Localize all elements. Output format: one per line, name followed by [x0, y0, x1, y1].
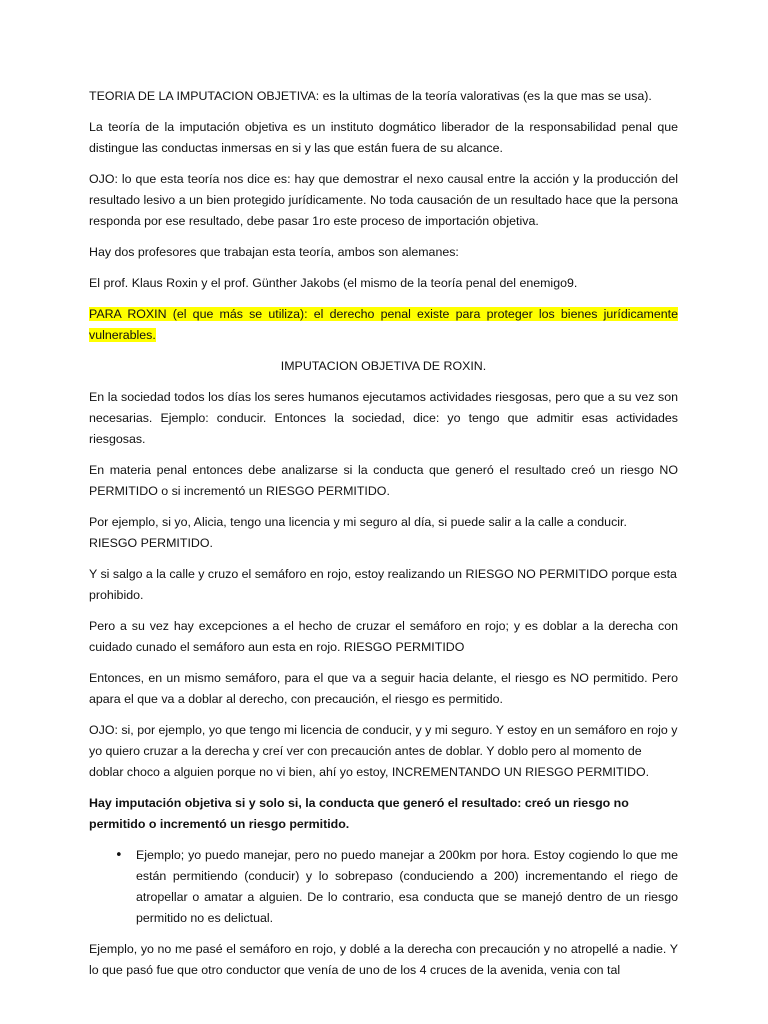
paragraph-definition: La teoría de la imputación objetiva es un instituto dogmático liberador de la responsabilidad penal que distingue las conductas inmersas en si y las que están fuera de su alcance.: [89, 120, 678, 155]
paragraph-mismo-semaforo: Entonces, en un mismo semáforo, para el que va a seguir hacia delante, el riesgo es NO permitido. Pero apara el que va a doblar al derecho, con precaución, el riesgo es permitido.: [89, 671, 678, 706]
highlighted-text: PARA ROXIN (el que más se utiliza): el derecho penal existe para proteger los bienes jurídicamente vulnerables.: [89, 307, 678, 342]
bullet-icon: •: [115, 848, 123, 863]
document-page: [89, 86, 678, 991]
paragraph-semaforo-rojo: Y si salgo a la calle y cruzo el semáforo en rojo, estoy realizando un RIESGO NO PERMITIDO porque esta prohibido.: [89, 567, 677, 602]
paragraph-roxin-jakobs: El prof. Klaus Roxin y el prof. Günther Jakobs (el mismo de la teoría penal del enemigo9.: [89, 276, 578, 290]
paragraph-excepciones: Pero a su vez hay excepciones a el hecho de cruzar el semáforo en rojo; y es doblar a la derecha con cuidado cunado el semáforo aun esta en rojo. RIESGO PERMITIDO: [89, 619, 678, 654]
bullet-list-item: [89, 845, 678, 929]
paragraph-profesores: Hay dos profesores que trabajan esta teoría, ambos son alemanes:: [89, 245, 459, 259]
paragraph-para-roxin: [89, 304, 678, 346]
paragraph-ejemplo-alicia: Por ejemplo, si yo, Alicia, tengo una licencia y mi seguro al día, si puede salir a la calle a conducir. RIESGO PERMITIDO.: [89, 515, 627, 550]
bullet-text: Ejemplo; yo puedo manejar, pero no puedo manejar a 200km por hora. Estoy cogiendo lo que me están permitiendo (conducir) y lo sobrepaso (conduciendo a 200) incrementando el riego de atropellar o amatar a alguien. De lo contrario, esa conducta que se manejó dentro de un riesgo permitido no es delictual.: [136, 848, 678, 925]
paragraph-ejemplo-final: Ejemplo, yo no me pasé el semáforo en rojo, y doblé a la derecha con precaución y no atropellé a nadie. Y lo que pasó fue que otro conductor que venía de uno de los 4 cruces de la avenida, venia con tal: [89, 942, 678, 977]
paragraph-ojo-nexo-causal: OJO: lo que esta teoría nos dice es: hay que demostrar el nexo causal entre la acción y la producción del resultado lesivo a un bien protegido jurídicamente. No toda causación de un resultado hace que la persona responda por ese resultado, debe pasar 1ro este proceso de importación objetiva.: [89, 172, 678, 228]
paragraph-actividades-riesgosas: En la sociedad todos los días los seres humanos ejecutamos actividades riesgosas, pero que a su vez son necesarias. Ejemplo: conducir. Entonces la sociedad, dice: yo tengo que admitir esas actividades riesgosas.: [89, 390, 678, 446]
paragraph-title: TEORIA DE LA IMPUTACION OBJETIVA: es la ultimas de la teoría valorativas (es la que mas se usa).: [89, 89, 652, 103]
paragraph-materia-penal: En materia penal entonces debe analizarse si la conducta que generó el resultado creó un riesgo NO PERMITIDO o si incrementó un RIESGO PERMITIDO.: [89, 463, 678, 498]
section-heading: IMPUTACION OBJETIVA DE ROXIN.: [280, 359, 487, 373]
paragraph-ojo-incrementando: OJO: si, por ejemplo, yo que tengo mi licencia de conducir, y y mi seguro. Y estoy en un semáforo en rojo y yo quiero cruzar a la derecha y creí ver con precaución antes de doblar. Y doblo pero al momento de doblar choco a alguien porque no vi bien, ahí yo estoy, INCREMENTANDO UN RIESGO PERMITIDO.: [89, 723, 678, 779]
paragraph-imputacion-condicion: Hay imputación objetiva si y solo si, la conducta que generó el resultado: creó un riesgo no permitido o incrementó un riesgo permitido.: [89, 796, 629, 831]
